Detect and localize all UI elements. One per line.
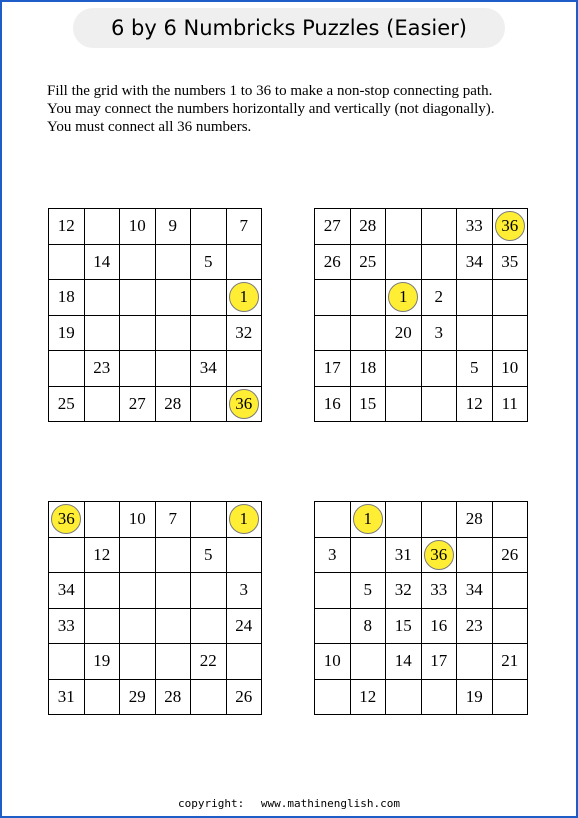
grid-cell[interactable]	[49, 351, 85, 387]
grid-cell	[421, 644, 457, 680]
given-number: 19	[93, 651, 111, 671]
grid-cell	[155, 386, 191, 422]
grid-cell[interactable]	[191, 573, 227, 609]
grid-cell[interactable]	[386, 351, 422, 387]
grid-cell[interactable]	[226, 351, 262, 387]
grid-cell[interactable]	[315, 573, 351, 609]
given-number: 29	[128, 686, 146, 706]
given-number: 11	[501, 393, 518, 413]
grid-row	[49, 315, 262, 351]
grid-cell	[120, 386, 156, 422]
grid-row	[315, 573, 528, 609]
grid-cell[interactable]	[191, 315, 227, 351]
grid-cell[interactable]	[49, 537, 85, 573]
given-number: 34	[57, 580, 75, 600]
grid-cell	[191, 351, 227, 387]
grid-cell[interactable]	[84, 209, 120, 245]
given-number: 26	[501, 544, 519, 564]
grid-cell[interactable]	[49, 644, 85, 680]
highlighted-number: 1	[229, 282, 259, 312]
grid-cell	[350, 679, 386, 715]
given-number: 17	[323, 358, 341, 378]
grid-cell	[315, 537, 351, 573]
grid-cell[interactable]	[120, 280, 156, 316]
given-number: 31	[57, 686, 75, 706]
grid-cell[interactable]	[191, 280, 227, 316]
given-number: 28	[465, 509, 483, 529]
grid-cell[interactable]	[386, 244, 422, 280]
grid-cell	[49, 386, 85, 422]
highlighted-number: 1	[353, 504, 383, 534]
grid-cell[interactable]	[191, 502, 227, 538]
grid-cell	[421, 573, 457, 609]
given-number: 18	[359, 358, 377, 378]
grid-cell	[492, 244, 528, 280]
given-number: 34	[465, 580, 483, 600]
grid-cell[interactable]	[226, 644, 262, 680]
grid-cell[interactable]	[226, 537, 262, 573]
grid-cell	[386, 573, 422, 609]
highlighted-number: 1	[388, 282, 418, 312]
given-number: 7	[168, 509, 177, 529]
grid-cell[interactable]	[315, 608, 351, 644]
given-number: 25	[57, 393, 75, 413]
given-number: 9	[168, 216, 177, 236]
grid-cell[interactable]	[350, 280, 386, 316]
grid-row	[49, 608, 262, 644]
grid-row	[315, 315, 528, 351]
grid-cell[interactable]	[350, 537, 386, 573]
grid-cell[interactable]	[386, 679, 422, 715]
given-number: 2	[434, 287, 443, 307]
grid-cell	[421, 280, 457, 316]
grid-cell	[315, 351, 351, 387]
grid-cell[interactable]	[492, 573, 528, 609]
grid-cell[interactable]	[120, 315, 156, 351]
grid-cell[interactable]	[155, 280, 191, 316]
given-number: 28	[164, 393, 182, 413]
given-number: 34	[199, 358, 217, 378]
grid-row	[49, 386, 262, 422]
grid-cell	[226, 502, 262, 538]
grid-cell[interactable]	[84, 608, 120, 644]
grid-row	[315, 280, 528, 316]
copyright-site: www.mathinenglish.com	[260, 797, 400, 810]
grid-cell[interactable]	[421, 502, 457, 538]
given-number: 26	[323, 251, 341, 271]
grid-row	[49, 573, 262, 609]
grid-cell	[84, 244, 120, 280]
given-number: 24	[235, 615, 253, 635]
grid-cell	[350, 573, 386, 609]
instruction-line: You may connect the numbers horizontally and vertically (not diagonally).	[47, 101, 495, 117]
grid-cell	[226, 679, 262, 715]
grid-row	[315, 351, 528, 387]
given-number: 31	[394, 544, 412, 564]
grid-cell[interactable]	[120, 244, 156, 280]
grid-cell[interactable]	[315, 280, 351, 316]
grid-cell[interactable]	[49, 244, 85, 280]
puzzle-grid-4	[314, 501, 528, 715]
given-number: 10	[128, 216, 146, 236]
grid-cell	[350, 351, 386, 387]
highlighted-number: 1	[229, 504, 259, 534]
grid-cell	[386, 280, 422, 316]
copyright-label: copyright:	[178, 797, 245, 810]
grid-cell	[492, 644, 528, 680]
given-number: 5	[470, 358, 479, 378]
puzzle-grid-2	[314, 208, 528, 422]
grid-row	[49, 644, 262, 680]
highlighted-number: 36	[495, 211, 525, 241]
grid-cell[interactable]	[84, 386, 120, 422]
given-number: 34	[465, 251, 483, 271]
grid-cell	[226, 315, 262, 351]
grid-cell	[155, 209, 191, 245]
grid-cell[interactable]	[120, 608, 156, 644]
given-number: 3	[328, 544, 337, 564]
given-number: 12	[465, 393, 483, 413]
grid-cell[interactable]	[191, 209, 227, 245]
grid-cell[interactable]	[315, 502, 351, 538]
grid-cell	[315, 386, 351, 422]
grid-cell	[120, 502, 156, 538]
given-number: 14	[394, 651, 412, 671]
grid-row	[315, 502, 528, 538]
given-number: 10	[323, 651, 341, 671]
given-number: 28	[164, 686, 182, 706]
given-number: 23	[465, 615, 483, 635]
grid-row	[315, 537, 528, 573]
grid-cell	[386, 315, 422, 351]
given-number: 23	[93, 358, 111, 378]
given-number: 5	[363, 580, 372, 600]
grid-cell	[421, 537, 457, 573]
given-number: 22	[199, 651, 217, 671]
grid-cell[interactable]	[421, 209, 457, 245]
grid-cell[interactable]	[84, 280, 120, 316]
grid-cell[interactable]	[457, 315, 493, 351]
grid-row	[49, 209, 262, 245]
grid-cell	[226, 573, 262, 609]
given-number: 10	[501, 358, 519, 378]
given-number: 3	[434, 322, 443, 342]
grid-row	[315, 209, 528, 245]
grid-cell	[350, 386, 386, 422]
grid-cell	[386, 537, 422, 573]
given-number: 12	[57, 216, 75, 236]
grid-cell[interactable]	[457, 280, 493, 316]
grid-cell[interactable]	[421, 679, 457, 715]
grid-cell[interactable]	[120, 573, 156, 609]
given-number: 17	[430, 651, 448, 671]
grid-cell	[191, 537, 227, 573]
grid-cell	[49, 315, 85, 351]
grid-cell	[350, 502, 386, 538]
grid-cell[interactable]	[386, 502, 422, 538]
grid-row	[49, 537, 262, 573]
grid-cell	[457, 502, 493, 538]
grid-row	[315, 644, 528, 680]
given-number: 35	[501, 251, 519, 271]
grid-cell	[155, 679, 191, 715]
grid-cell	[457, 244, 493, 280]
grid-cell	[457, 679, 493, 715]
grid-cell[interactable]	[421, 351, 457, 387]
grid-cell	[49, 679, 85, 715]
grid-cell	[49, 280, 85, 316]
given-number: 26	[235, 686, 253, 706]
given-number: 3	[239, 580, 248, 600]
instruction-line: You must connect all 36 numbers.	[47, 119, 252, 135]
grid-cell	[49, 502, 85, 538]
given-number: 12	[93, 544, 111, 564]
given-number: 8	[363, 615, 372, 635]
grid-cell	[386, 608, 422, 644]
page-title-text: 6 by 6 Numbricks Puzzles (Easier)	[111, 16, 467, 40]
given-number: 14	[93, 251, 111, 271]
grid-cell[interactable]	[84, 315, 120, 351]
grid-cell[interactable]	[155, 244, 191, 280]
grid-cell	[350, 209, 386, 245]
grid-cell[interactable]	[84, 679, 120, 715]
grid-cell	[457, 209, 493, 245]
grid-cell	[191, 244, 227, 280]
grid-cell[interactable]	[492, 315, 528, 351]
grid-cell[interactable]	[84, 573, 120, 609]
grid-cell[interactable]	[155, 351, 191, 387]
grid-row	[49, 502, 262, 538]
grid-cell	[350, 608, 386, 644]
grid-cell[interactable]	[120, 537, 156, 573]
grid-cell	[492, 386, 528, 422]
grid-cell	[492, 537, 528, 573]
grid-cell[interactable]	[492, 502, 528, 538]
grid-cell[interactable]	[492, 679, 528, 715]
puzzle-grid-3	[48, 501, 262, 715]
grid-cell[interactable]	[386, 209, 422, 245]
given-number: 27	[323, 216, 341, 236]
given-number: 20	[394, 322, 412, 342]
given-number: 10	[128, 509, 146, 529]
instruction-line: Fill the grid with the numbers 1 to 36 to make a non-stop connecting path.	[47, 83, 493, 99]
given-number: 33	[465, 216, 483, 236]
grid-cell	[492, 351, 528, 387]
given-number: 19	[57, 322, 75, 342]
given-number: 32	[235, 322, 253, 342]
grid-cell[interactable]	[191, 608, 227, 644]
grid-cell[interactable]	[350, 644, 386, 680]
grid-cell[interactable]	[120, 644, 156, 680]
grid-cell	[386, 644, 422, 680]
grid-cell	[315, 644, 351, 680]
grid-cell	[84, 644, 120, 680]
grid-cell[interactable]	[155, 644, 191, 680]
grid-cell	[350, 244, 386, 280]
given-number: 7	[239, 216, 248, 236]
grid-cell[interactable]	[386, 386, 422, 422]
instructions	[47, 82, 557, 136]
grid-cell	[457, 573, 493, 609]
grid-cell[interactable]	[155, 537, 191, 573]
grid-cell[interactable]	[350, 315, 386, 351]
given-number: 5	[204, 544, 213, 564]
given-number: 18	[57, 287, 75, 307]
grid-cell	[457, 608, 493, 644]
highlighted-number: 36	[229, 389, 259, 419]
grid-cell	[191, 644, 227, 680]
grid-cell[interactable]	[315, 679, 351, 715]
grid-cell	[226, 386, 262, 422]
highlighted-number: 36	[51, 504, 81, 534]
given-number: 32	[394, 580, 412, 600]
given-number: 25	[359, 251, 377, 271]
grid-cell[interactable]	[155, 315, 191, 351]
grid-row	[49, 351, 262, 387]
given-number: 27	[128, 393, 146, 413]
grid-cell	[226, 608, 262, 644]
grid-cell	[49, 573, 85, 609]
grid-cell[interactable]	[191, 386, 227, 422]
grid-cell	[226, 209, 262, 245]
grid-cell	[49, 209, 85, 245]
grid-row	[315, 244, 528, 280]
grid-cell	[49, 608, 85, 644]
grid-cell	[226, 280, 262, 316]
page-title	[73, 8, 505, 48]
grid-row	[315, 679, 528, 715]
given-number: 33	[430, 580, 448, 600]
given-number: 28	[359, 216, 377, 236]
grid-cell[interactable]	[155, 573, 191, 609]
grid-cell	[457, 386, 493, 422]
grid-cell	[421, 315, 457, 351]
given-number: 12	[359, 686, 377, 706]
given-number: 15	[359, 393, 377, 413]
grid-cell[interactable]	[421, 386, 457, 422]
grid-cell[interactable]	[492, 608, 528, 644]
grid-cell[interactable]	[191, 679, 227, 715]
grid-cell[interactable]	[457, 537, 493, 573]
grid-cell[interactable]	[155, 608, 191, 644]
grid-cell	[84, 537, 120, 573]
grid-row	[49, 280, 262, 316]
grid-cell[interactable]	[421, 244, 457, 280]
given-number: 16	[323, 393, 341, 413]
grid-cell[interactable]	[492, 280, 528, 316]
grid-cell[interactable]	[315, 315, 351, 351]
given-number: 15	[394, 615, 412, 635]
grid-cell	[421, 608, 457, 644]
given-number: 33	[57, 615, 75, 635]
highlighted-number: 36	[424, 540, 454, 570]
grid-cell	[457, 351, 493, 387]
grid-cell	[120, 209, 156, 245]
given-number: 19	[465, 686, 483, 706]
grid-cell	[492, 209, 528, 245]
grid-cell	[315, 209, 351, 245]
grid-cell[interactable]	[226, 244, 262, 280]
grid-cell	[84, 351, 120, 387]
grid-cell	[315, 244, 351, 280]
footer-copyright	[0, 797, 578, 810]
grid-cell	[155, 502, 191, 538]
grid-cell	[120, 679, 156, 715]
puzzle-grid-1	[48, 208, 262, 422]
grid-cell[interactable]	[120, 351, 156, 387]
grid-row	[49, 679, 262, 715]
given-number: 5	[204, 251, 213, 271]
grid-row	[315, 386, 528, 422]
grid-cell[interactable]	[457, 644, 493, 680]
given-number: 21	[501, 651, 519, 671]
given-number: 16	[430, 615, 448, 635]
grid-row	[315, 608, 528, 644]
grid-cell[interactable]	[84, 502, 120, 538]
grid-row	[49, 244, 262, 280]
